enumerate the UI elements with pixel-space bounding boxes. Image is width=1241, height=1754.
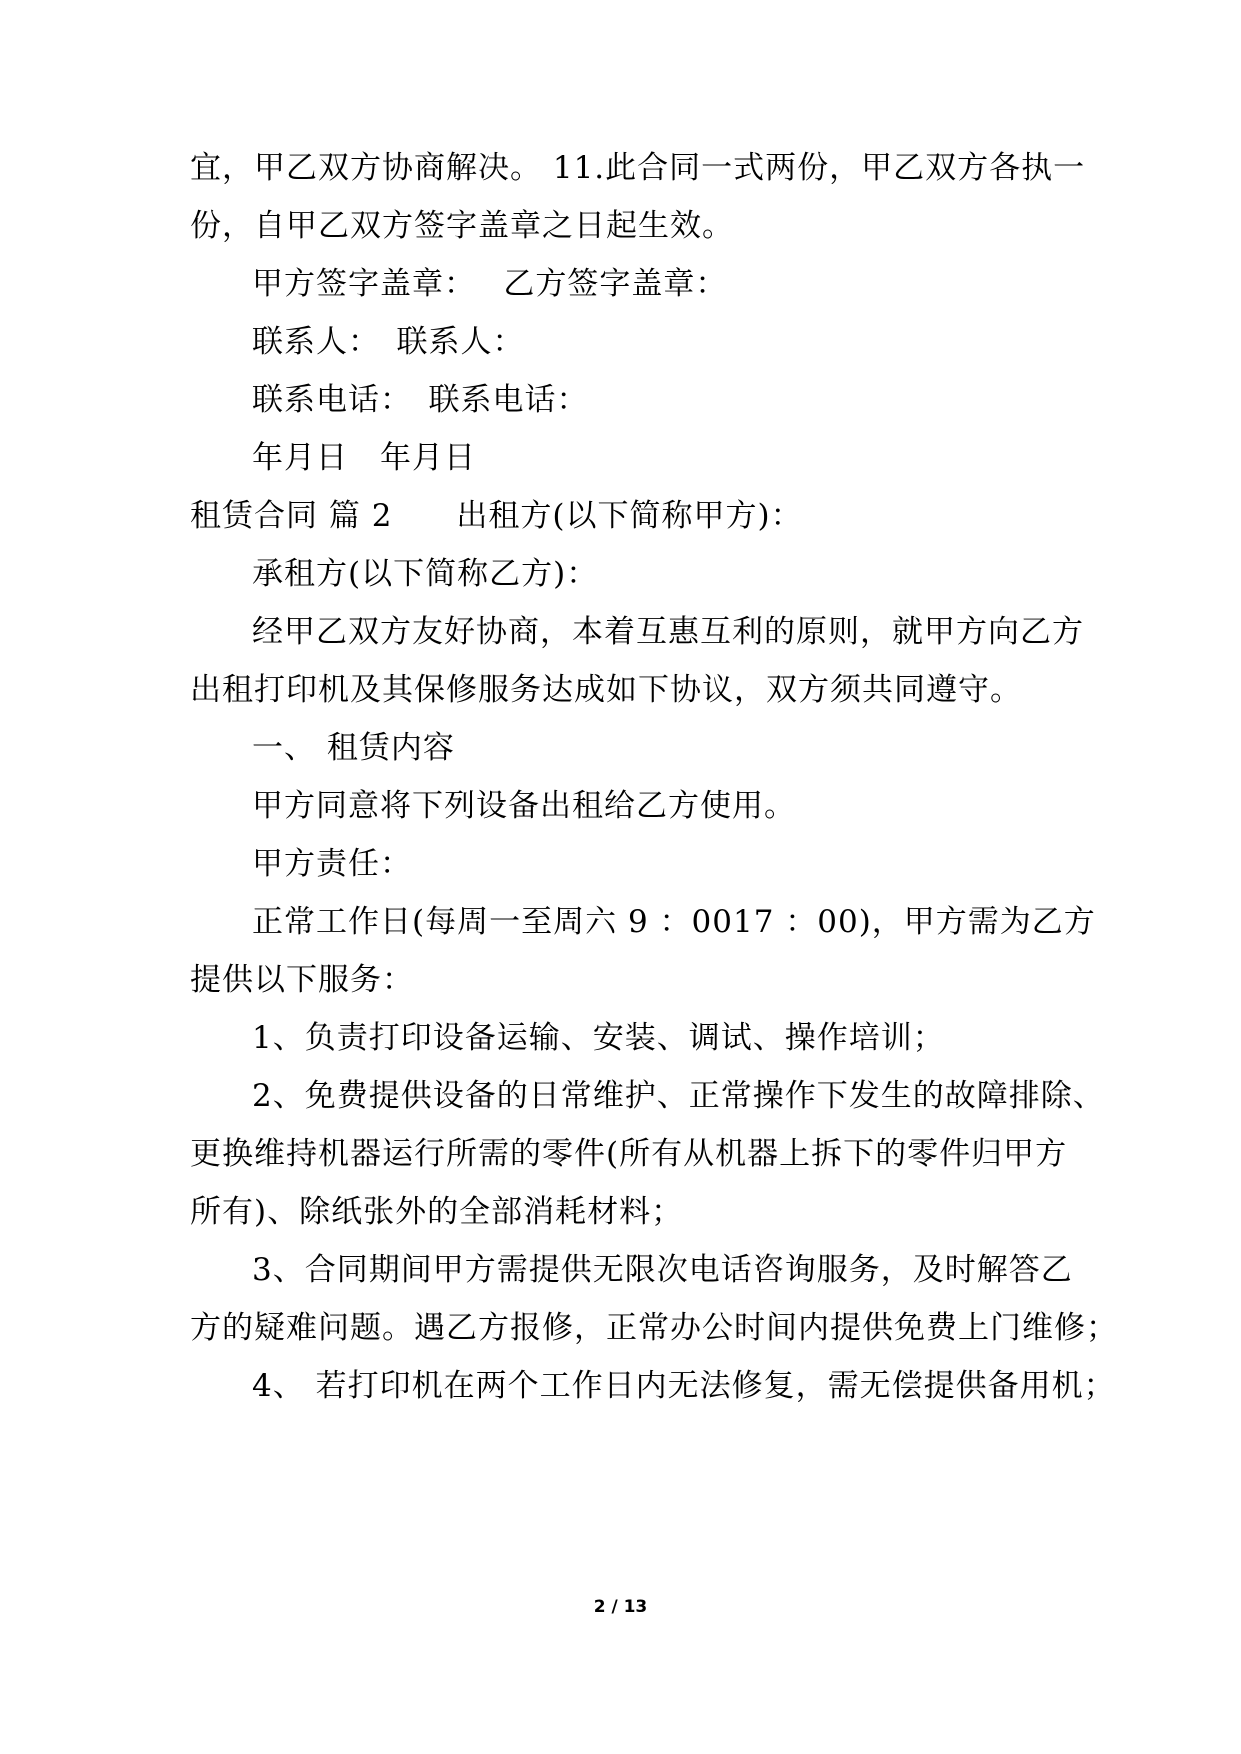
text-line: 4、 若打印机在两个工作日内无法修复，需无偿提供备用机； bbox=[252, 1368, 1116, 1404]
text-line: 联系电话： 联系电话： bbox=[252, 382, 589, 418]
text-line: 2、免费提供设备的日常维护、正常操作下发生的故障排除、 bbox=[252, 1078, 1105, 1114]
text-line: 甲方同意将下列设备出租给乙方使用。 bbox=[252, 788, 796, 824]
text-line: 方的疑难问题。遇乙方报修，正常办公时间内提供免费上门维修； bbox=[190, 1310, 1118, 1346]
text-line: 一、 租赁内容 bbox=[252, 730, 455, 766]
section-heading: 租赁合同 篇 2 出租方(以下简称甲方)： bbox=[190, 498, 803, 534]
text-line: 正常工作日(每周一至周六 9 ：0017 ：00)，甲方需为乙方 bbox=[252, 904, 1096, 940]
text-line: 提供以下服务： bbox=[190, 962, 414, 998]
text-line: 经甲乙双方友好协商，本着互惠互利的原则，就甲方向乙方 bbox=[252, 614, 1084, 650]
text-line: 所有)、除纸张外的全部消耗材料； bbox=[190, 1194, 684, 1230]
text-line: 联系人： 联系人： bbox=[252, 324, 525, 360]
text-line: 甲方签字盖章： 乙方签字盖章： bbox=[252, 266, 728, 302]
text-line: 甲方责任： bbox=[252, 846, 412, 882]
text-line: 1、负责打印设备运输、安装、调试、操作培训； bbox=[252, 1020, 945, 1056]
text-line: 份，自甲乙双方签字盖章之日起生效。 bbox=[190, 208, 734, 244]
page-number: 2 / 13 bbox=[593, 1597, 648, 1617]
text-line: 宜，甲乙双方协商解决。 11.此合同一式两份，甲乙双方各执一 bbox=[190, 150, 1086, 186]
text-line: 3、合同期间甲方需提供无限次电话咨询服务，及时解答乙 bbox=[252, 1252, 1073, 1288]
text-line: 更换维持机器运行所需的零件(所有从机器上拆下的零件归甲方 bbox=[190, 1136, 1068, 1172]
text-line: 承租方(以下简称乙方)： bbox=[252, 556, 599, 592]
text-line: 年月日 年月日 bbox=[252, 440, 476, 476]
text-line: 出租打印机及其保修服务达成如下协议，双方须共同遵守。 bbox=[190, 672, 1022, 708]
